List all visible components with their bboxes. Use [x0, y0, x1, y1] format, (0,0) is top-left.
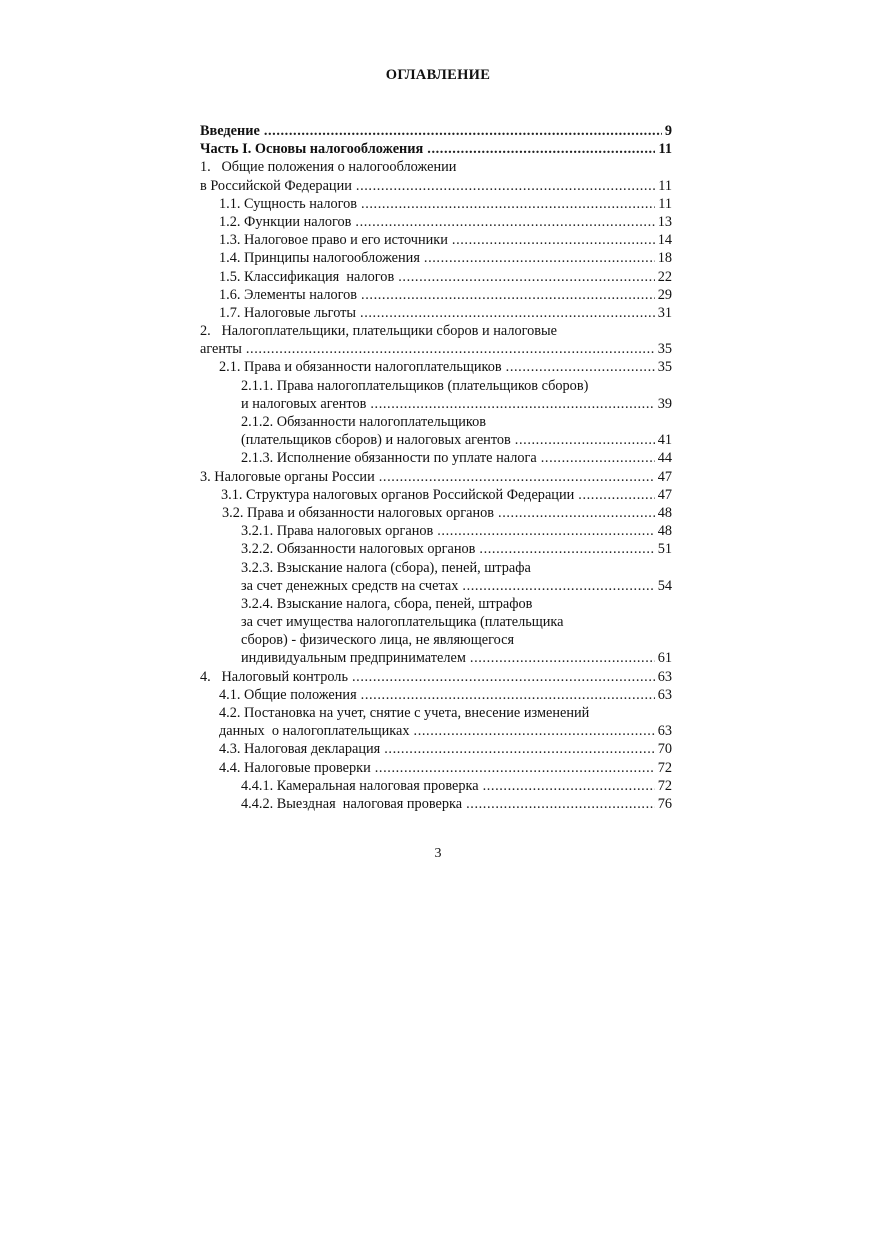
toc-entry[interactable] — [200, 177, 672, 195]
toc-entry[interactable] — [200, 504, 672, 522]
toc-entry[interactable] — [200, 322, 672, 340]
toc-entry-label: Введение — [200, 123, 260, 139]
toc-entry-label: 1.5. Классификация налогов — [219, 268, 395, 285]
toc-entry[interactable] — [200, 231, 672, 249]
toc-entry[interactable] — [200, 468, 672, 486]
toc-entry-label: 1.6. Элементы налогов — [219, 286, 358, 303]
page-number: 3 — [434, 846, 442, 861]
dot-leader — [424, 249, 655, 267]
toc-entry-label: данных о налогоплательщиках — [219, 723, 410, 740]
toc-entry[interactable] — [200, 340, 672, 358]
toc-entry[interactable] — [200, 358, 672, 376]
dot-leader — [352, 668, 655, 686]
dot-leader — [515, 431, 655, 449]
toc-entry-label: 4.2. Постановка на учет, снятие с учета, внесение изменений — [219, 705, 590, 721]
toc-entry[interactable] — [200, 777, 672, 795]
toc-entry-page: 72 — [657, 759, 672, 776]
toc-entry[interactable] — [200, 449, 672, 467]
toc-entry-label: 2.1. Права и обязанности налогоплательщиков — [219, 359, 502, 376]
dot-leader — [375, 759, 655, 777]
dot-leader — [264, 122, 662, 140]
toc-entry-label: 3.2. Права и обязанности налоговых органов — [222, 504, 495, 521]
dot-leader — [498, 504, 655, 522]
dot-leader — [361, 286, 655, 304]
toc-entry-label: 1. Общие положения о налогообложении — [200, 159, 457, 176]
toc-entry-page: 61 — [657, 650, 672, 667]
toc-entry-page: 76 — [657, 795, 672, 812]
toc-entry-page: 70 — [657, 741, 672, 758]
toc-entry-label: 2.1.1. Права налогоплательщиков (плательщиков сборов) — [241, 377, 589, 394]
toc-entry-label: 1.2. Функции налогов — [219, 213, 352, 230]
toc-entry-page: 11 — [658, 141, 672, 158]
toc-entry[interactable] — [200, 595, 672, 613]
toc-entry-page: 47 — [657, 486, 672, 503]
toc-entry-label: 3.1. Структура налоговых органов Российской Федерации — [221, 486, 575, 503]
dot-leader — [470, 649, 655, 667]
toc-entry-label: 1.1. Сущность налогов — [219, 195, 358, 212]
toc-entry-page: 39 — [657, 395, 672, 412]
toc-entry-label: за счет имущества налогоплательщика (плательщика — [241, 614, 564, 631]
toc-entry-page: 51 — [657, 541, 672, 558]
toc-entry-label: 3.2.4. Взыскание налога, сбора, пеней, штрафов — [241, 595, 533, 612]
toc-entry[interactable] — [200, 213, 672, 231]
toc-entry[interactable] — [200, 686, 672, 704]
toc-entry[interactable] — [200, 540, 672, 558]
toc-entry[interactable] — [200, 122, 672, 140]
toc-entry[interactable] — [200, 158, 672, 176]
dot-leader — [356, 177, 655, 195]
toc-entry-page: 63 — [657, 668, 672, 685]
toc-entry-page: 47 — [657, 468, 672, 485]
toc-entry-page: 11 — [658, 177, 672, 194]
dot-leader — [360, 304, 655, 322]
toc-entry-label: 4.3. Налоговая декларация — [219, 741, 381, 758]
toc-entry-label: 1.3. Налоговое право и его источники — [219, 232, 448, 249]
toc-entry[interactable] — [200, 195, 672, 213]
toc-entry-label: 4. Налоговый контроль — [200, 668, 348, 685]
toc-entry-page: 31 — [657, 304, 672, 321]
toc-entry-label: сборов) - физического лица, не являющегося — [241, 632, 515, 649]
dot-leader — [384, 740, 654, 758]
toc-entry-page: 35 — [657, 359, 672, 376]
dot-leader — [361, 686, 655, 704]
toc-entry-page: 63 — [657, 686, 672, 703]
dot-leader — [466, 795, 655, 813]
toc-entry[interactable] — [200, 249, 672, 267]
toc-entry-page: 29 — [657, 286, 672, 303]
dot-leader — [427, 140, 655, 158]
dot-leader — [541, 449, 655, 467]
toc-entry-label: 2.1.2. Обязанности налогоплательщиков — [241, 414, 487, 430]
toc-entry-label: и налоговых агентов — [241, 395, 367, 412]
dot-leader — [506, 358, 655, 376]
dot-leader — [398, 268, 654, 286]
toc-entry[interactable] — [200, 486, 672, 504]
toc-entry[interactable] — [200, 522, 672, 540]
page-title: ОГЛАВЛЕНИЕ — [385, 67, 491, 83]
toc-entry-page: 41 — [657, 432, 672, 449]
toc-entry-label: за счет денежных средств на счетах — [241, 577, 459, 594]
toc-entry-page: 13 — [657, 213, 672, 230]
toc-entry-page: 63 — [657, 723, 672, 740]
toc-entry-label: 4.4.1. Камеральная налоговая проверка — [241, 777, 479, 794]
toc-entry[interactable] — [200, 631, 672, 649]
toc-entry-page: 22 — [657, 268, 672, 285]
toc-entry[interactable] — [200, 668, 672, 686]
toc-entry[interactable] — [200, 140, 672, 158]
toc-entry[interactable] — [200, 577, 672, 595]
dot-leader — [578, 486, 654, 504]
toc-entry-label: в Российской Федерации — [200, 177, 352, 194]
toc-entry-page: 9 — [664, 123, 672, 139]
toc-entry[interactable] — [200, 649, 672, 667]
toc-entry-label: 4.4.2. Выездная налоговая проверка — [241, 795, 463, 812]
dot-leader — [355, 213, 654, 231]
toc-entry-page: 48 — [657, 523, 672, 540]
toc-entry[interactable] — [200, 759, 672, 777]
toc-entry-label: 2. Налогоплательщики, плательщики сборов и налоговые — [200, 323, 557, 340]
toc-entry[interactable] — [200, 722, 672, 740]
toc-entry-label: 4.1. Общие положения — [219, 686, 357, 703]
toc-entry-page: 44 — [657, 450, 672, 467]
toc-entry-label: 1.4. Принципы налогообложения — [219, 250, 420, 267]
toc-entry[interactable] — [200, 740, 672, 758]
dot-leader — [370, 395, 654, 413]
dot-leader — [483, 777, 655, 795]
toc-entry[interactable] — [200, 286, 672, 304]
toc-entry-label: индивидуальным предпринимателем — [241, 650, 466, 667]
dot-leader — [361, 195, 655, 213]
toc-entry-page: 11 — [658, 195, 672, 212]
toc-entry[interactable] — [200, 704, 672, 722]
dot-leader — [437, 522, 654, 540]
dot-leader — [246, 340, 655, 358]
table-of-contents — [200, 122, 672, 813]
toc-entry[interactable] — [200, 268, 672, 286]
toc-entry-page: 48 — [657, 504, 672, 521]
toc-entry-label: агенты — [200, 341, 242, 358]
toc-entry[interactable] — [200, 613, 672, 631]
toc-entry-page: 18 — [657, 250, 672, 267]
toc-entry[interactable] — [200, 413, 672, 431]
toc-entry[interactable] — [200, 795, 672, 813]
toc-entry[interactable] — [200, 395, 672, 413]
toc-entry[interactable] — [200, 431, 672, 449]
dot-leader — [462, 577, 654, 595]
dot-leader — [379, 468, 655, 486]
toc-entry-label: 4.4. Налоговые проверки — [219, 759, 371, 776]
toc-entry-page: 72 — [657, 777, 672, 794]
toc-entry-label: 3. Налоговые органы России — [200, 468, 375, 485]
dot-leader — [452, 231, 655, 249]
toc-entry[interactable] — [200, 377, 672, 395]
toc-entry-page: 54 — [657, 577, 672, 594]
toc-entry-label: 2.1.3. Исполнение обязанности по уплате налога — [241, 450, 537, 467]
toc-entry-label: Часть I. Основы налогообложения — [200, 141, 424, 158]
toc-entry-label: 3.2.1. Права налоговых органов — [241, 523, 434, 540]
toc-entry[interactable] — [200, 559, 672, 577]
toc-entry-label: 3.2.3. Взыскание налога (сбора), пеней, штрафа — [241, 559, 531, 576]
toc-entry-label: 3.2.2. Обязанности налоговых органов — [241, 541, 476, 558]
toc-entry-label: (плательщиков сборов) и налоговых агентов — [241, 432, 511, 449]
toc-entry-label: 1.7. Налоговые льготы — [219, 304, 357, 321]
toc-entry-page: 14 — [657, 232, 672, 249]
dot-leader — [479, 540, 654, 558]
dot-leader — [414, 722, 655, 740]
toc-entry-page: 35 — [657, 341, 672, 358]
toc-entry[interactable] — [200, 304, 672, 322]
